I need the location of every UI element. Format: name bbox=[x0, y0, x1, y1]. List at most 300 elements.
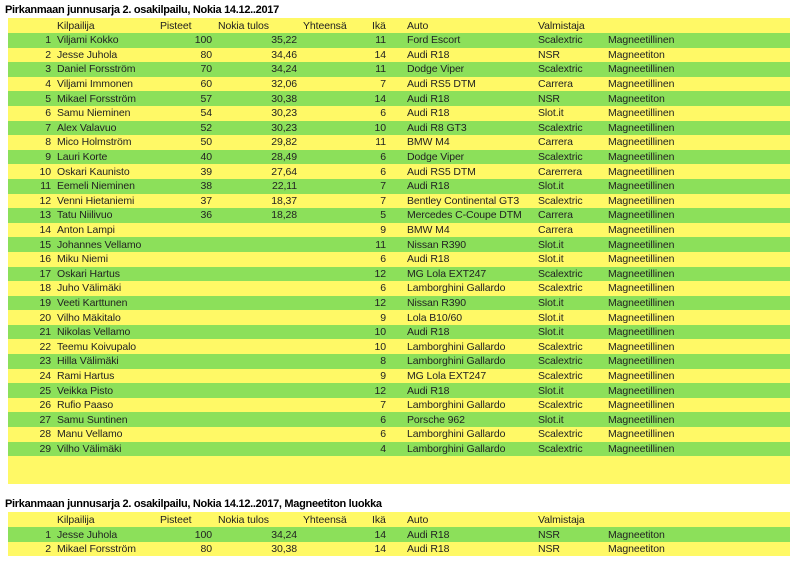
cell: Magneetiton bbox=[605, 542, 700, 557]
cell: Magneetillinen bbox=[605, 223, 700, 238]
cell: 30,23 bbox=[215, 106, 300, 121]
cell bbox=[157, 252, 215, 267]
cell bbox=[157, 237, 215, 252]
cell: Daniel Forsström bbox=[54, 62, 157, 77]
cell: BMW M4 bbox=[404, 135, 535, 150]
cell: Audi R18 bbox=[404, 527, 535, 542]
cell bbox=[300, 412, 369, 427]
cell: Porsche 962 bbox=[404, 412, 535, 427]
cell: 14 bbox=[369, 48, 389, 63]
cell: 2 bbox=[8, 542, 54, 557]
cell bbox=[215, 412, 300, 427]
cell: Scalextric bbox=[535, 339, 605, 354]
cell bbox=[157, 369, 215, 384]
cell bbox=[300, 135, 369, 150]
cell: 14 bbox=[369, 91, 389, 106]
cell: Slot.it bbox=[535, 412, 605, 427]
cell: Scalextric bbox=[535, 354, 605, 369]
cell: Scalextric bbox=[535, 62, 605, 77]
cell: 27 bbox=[8, 412, 54, 427]
cell: 25 bbox=[8, 383, 54, 398]
cell: 1 bbox=[8, 33, 54, 48]
table-row bbox=[8, 542, 790, 557]
col-header-nokia-tulos: Nokia tulos bbox=[215, 512, 300, 527]
cell bbox=[389, 398, 404, 413]
cell: 29 bbox=[8, 442, 54, 457]
cell: 32,06 bbox=[215, 77, 300, 92]
cell bbox=[700, 412, 790, 427]
cell: 36 bbox=[157, 208, 215, 223]
cell bbox=[300, 106, 369, 121]
cell bbox=[700, 48, 790, 63]
cell: Audi R18 bbox=[404, 542, 535, 557]
cell bbox=[389, 369, 404, 384]
cell: Magneetillinen bbox=[605, 237, 700, 252]
cell: 2 bbox=[8, 48, 54, 63]
cell bbox=[700, 310, 790, 325]
cell: Audi RS5 DTM bbox=[404, 77, 535, 92]
table-row bbox=[8, 325, 790, 340]
cell: 18,37 bbox=[215, 194, 300, 209]
cell: Magneetillinen bbox=[605, 135, 700, 150]
cell bbox=[389, 281, 404, 296]
cell bbox=[389, 33, 404, 48]
cell bbox=[157, 281, 215, 296]
cell: 4 bbox=[8, 77, 54, 92]
cell: Scalextric bbox=[535, 281, 605, 296]
cell: 70 bbox=[157, 62, 215, 77]
cell: 21 bbox=[8, 325, 54, 340]
cell bbox=[389, 542, 404, 557]
cell bbox=[389, 252, 404, 267]
cell: Nissan R390 bbox=[404, 296, 535, 311]
cell: Magneetillinen bbox=[605, 208, 700, 223]
cell bbox=[389, 442, 404, 457]
cell: Vilho Mäkitalo bbox=[54, 310, 157, 325]
cell bbox=[389, 91, 404, 106]
cell bbox=[300, 121, 369, 136]
cell bbox=[215, 310, 300, 325]
cell bbox=[700, 150, 790, 165]
table-row bbox=[8, 427, 790, 442]
cell: 6 bbox=[8, 106, 54, 121]
cell: Mikael Forsström bbox=[54, 542, 157, 557]
cell bbox=[157, 223, 215, 238]
cell bbox=[300, 527, 369, 542]
table-row bbox=[8, 527, 790, 542]
cell: 35,22 bbox=[215, 33, 300, 48]
cell: Rufio Paaso bbox=[54, 398, 157, 413]
cell: 30,38 bbox=[215, 542, 300, 557]
cell bbox=[300, 179, 369, 194]
col-header-auto: Auto bbox=[404, 512, 535, 527]
table-row bbox=[8, 369, 790, 384]
cell: 9 bbox=[369, 223, 389, 238]
cell: 9 bbox=[369, 310, 389, 325]
cell: Magneetillinen bbox=[605, 325, 700, 340]
cell: 11 bbox=[8, 179, 54, 194]
cell bbox=[300, 194, 369, 209]
cell: 12 bbox=[369, 267, 389, 282]
cell: Scalextric bbox=[535, 427, 605, 442]
cell: Scalextric bbox=[535, 267, 605, 282]
cell bbox=[215, 267, 300, 282]
cell: 34,24 bbox=[215, 527, 300, 542]
col-header-empty bbox=[8, 18, 54, 33]
cell: 5 bbox=[8, 91, 54, 106]
cell bbox=[300, 267, 369, 282]
table-row bbox=[8, 383, 790, 398]
table-row bbox=[8, 150, 790, 165]
cell: Oskari Hartus bbox=[54, 267, 157, 282]
cell: 15 bbox=[8, 237, 54, 252]
table-row bbox=[8, 412, 790, 427]
cell: Magneetillinen bbox=[605, 77, 700, 92]
cell bbox=[300, 339, 369, 354]
col-header-kilpailija: Kilpailija bbox=[54, 18, 157, 33]
cell bbox=[157, 339, 215, 354]
cell: 13 bbox=[8, 208, 54, 223]
cell bbox=[157, 398, 215, 413]
cell: Scalextric bbox=[535, 150, 605, 165]
table-row bbox=[8, 252, 790, 267]
col-header-empty bbox=[8, 512, 54, 527]
cell bbox=[700, 164, 790, 179]
cell: Slot.it bbox=[535, 179, 605, 194]
cell bbox=[300, 48, 369, 63]
table-row bbox=[8, 77, 790, 92]
col-header-yhteens-: Yhteensä bbox=[300, 18, 369, 33]
table-row bbox=[8, 33, 790, 48]
cell bbox=[215, 252, 300, 267]
cell: Magneetillinen bbox=[605, 194, 700, 209]
cell bbox=[157, 310, 215, 325]
cell: 18 bbox=[8, 281, 54, 296]
cell: 6 bbox=[369, 106, 389, 121]
cell: Audi R18 bbox=[404, 91, 535, 106]
cell: 12 bbox=[369, 383, 389, 398]
cell: Lamborghini Gallardo bbox=[404, 442, 535, 457]
cell: Samu Suntinen bbox=[54, 412, 157, 427]
cell bbox=[300, 369, 369, 384]
cell: Magneetillinen bbox=[605, 179, 700, 194]
cell bbox=[215, 369, 300, 384]
cell: 27,64 bbox=[215, 164, 300, 179]
cell: MG Lola EXT247 bbox=[404, 369, 535, 384]
main-table-title: Pirkanmaan junnusarja 2. osakilpailu, Nokia 14.12..2017 bbox=[5, 4, 279, 16]
table-row bbox=[8, 442, 790, 457]
cell: 50 bbox=[157, 135, 215, 150]
cell: Oskari Kaunisto bbox=[54, 164, 157, 179]
cell: Magneetillinen bbox=[605, 281, 700, 296]
cell: 11 bbox=[369, 62, 389, 77]
cell: 20 bbox=[8, 310, 54, 325]
cell: 11 bbox=[369, 33, 389, 48]
table-row bbox=[8, 310, 790, 325]
cell bbox=[300, 252, 369, 267]
col-header-valmistaja: Valmistaja bbox=[535, 512, 605, 527]
table-row bbox=[8, 223, 790, 238]
cell: Lamborghini Gallardo bbox=[404, 281, 535, 296]
cell bbox=[389, 310, 404, 325]
cell bbox=[300, 77, 369, 92]
cell bbox=[300, 310, 369, 325]
cell: 18,28 bbox=[215, 208, 300, 223]
cell: Magneetillinen bbox=[605, 150, 700, 165]
cell: 9 bbox=[369, 369, 389, 384]
cell: Slot.it bbox=[535, 252, 605, 267]
cell: Magneetillinen bbox=[605, 164, 700, 179]
cell bbox=[215, 237, 300, 252]
cell: Juho Välimäki bbox=[54, 281, 157, 296]
cell bbox=[300, 33, 369, 48]
cell bbox=[389, 48, 404, 63]
cell bbox=[215, 325, 300, 340]
cell bbox=[389, 150, 404, 165]
cell: 10 bbox=[369, 121, 389, 136]
cell bbox=[700, 281, 790, 296]
cell bbox=[300, 542, 369, 557]
table-row bbox=[8, 62, 790, 77]
cell bbox=[700, 296, 790, 311]
cell: 9 bbox=[8, 150, 54, 165]
cell: Magneetillinen bbox=[605, 33, 700, 48]
cell: Hilla Välimäki bbox=[54, 354, 157, 369]
cell: 7 bbox=[369, 398, 389, 413]
cell: Johannes Vellamo bbox=[54, 237, 157, 252]
cell: 29,82 bbox=[215, 135, 300, 150]
cell: Scalextric bbox=[535, 442, 605, 457]
cell: Audi R18 bbox=[404, 325, 535, 340]
col-header-valmistaja: Valmistaja bbox=[535, 18, 605, 33]
table-row bbox=[8, 354, 790, 369]
cell bbox=[300, 62, 369, 77]
cell bbox=[300, 398, 369, 413]
cell: 6 bbox=[369, 252, 389, 267]
cell bbox=[300, 281, 369, 296]
cell: Magneetillinen bbox=[605, 369, 700, 384]
header-row bbox=[8, 512, 790, 527]
cell: 8 bbox=[8, 135, 54, 150]
cell bbox=[700, 223, 790, 238]
cell: Scalextric bbox=[535, 33, 605, 48]
cell: 7 bbox=[369, 77, 389, 92]
cell: Magneetillinen bbox=[605, 398, 700, 413]
cell: Viljami Immonen bbox=[54, 77, 157, 92]
col-header-kilpailija: Kilpailija bbox=[54, 512, 157, 527]
cell bbox=[389, 62, 404, 77]
cell: Magneetillinen bbox=[605, 106, 700, 121]
cell: Nikolas Vellamo bbox=[54, 325, 157, 340]
cell bbox=[300, 208, 369, 223]
cell: 12 bbox=[8, 194, 54, 209]
cell: Lauri Korte bbox=[54, 150, 157, 165]
cell bbox=[389, 296, 404, 311]
cell bbox=[700, 354, 790, 369]
cell: Slot.it bbox=[535, 383, 605, 398]
cell bbox=[300, 237, 369, 252]
cell bbox=[300, 91, 369, 106]
cell: 22 bbox=[8, 339, 54, 354]
cell: 38 bbox=[157, 179, 215, 194]
cell bbox=[389, 339, 404, 354]
cell: 23 bbox=[8, 354, 54, 369]
cell bbox=[300, 164, 369, 179]
cell: Dodge Viper bbox=[404, 150, 535, 165]
cell: Slot.it bbox=[535, 325, 605, 340]
cell: Audi R18 bbox=[404, 48, 535, 63]
cell: 7 bbox=[369, 179, 389, 194]
cell: NSR bbox=[535, 527, 605, 542]
table-row bbox=[8, 339, 790, 354]
cell bbox=[389, 267, 404, 282]
cell: 40 bbox=[157, 150, 215, 165]
col-header-nokia-tulos: Nokia tulos bbox=[215, 18, 300, 33]
cell bbox=[300, 325, 369, 340]
cell: 30,23 bbox=[215, 121, 300, 136]
cell bbox=[157, 383, 215, 398]
cell: Venni Hietaniemi bbox=[54, 194, 157, 209]
cell: 6 bbox=[369, 150, 389, 165]
cell: Magneetillinen bbox=[605, 62, 700, 77]
cell: 3 bbox=[8, 62, 54, 77]
cell: Carrera bbox=[535, 223, 605, 238]
cell bbox=[389, 427, 404, 442]
cell: 10 bbox=[369, 325, 389, 340]
cell bbox=[215, 398, 300, 413]
cell bbox=[300, 383, 369, 398]
table-row bbox=[8, 296, 790, 311]
cell: Jesse Juhola bbox=[54, 527, 157, 542]
results-table-main bbox=[8, 18, 790, 456]
cell: Lamborghini Gallardo bbox=[404, 398, 535, 413]
cell: 14 bbox=[8, 223, 54, 238]
cell: 80 bbox=[157, 542, 215, 557]
cell: Lamborghini Gallardo bbox=[404, 339, 535, 354]
cell: Magneetiton bbox=[605, 527, 700, 542]
cell bbox=[700, 542, 790, 557]
col-header-yhteens-: Yhteensä bbox=[300, 512, 369, 527]
table-row bbox=[8, 121, 790, 136]
cell bbox=[215, 281, 300, 296]
col-header-ik-: Ikä bbox=[369, 18, 389, 33]
cell: Carrera bbox=[535, 77, 605, 92]
col-header-empty bbox=[700, 512, 790, 527]
cell bbox=[700, 383, 790, 398]
cell bbox=[157, 325, 215, 340]
cell: Magneetillinen bbox=[605, 121, 700, 136]
col-header-empty bbox=[389, 512, 404, 527]
cell: Mercedes C-Coupe DTM bbox=[404, 208, 535, 223]
magneetiton-table-title: Pirkanmaan junnusarja 2. osakilpailu, Nokia 14.12..2017, Magneetiton luokka bbox=[5, 498, 382, 511]
cell bbox=[389, 77, 404, 92]
cell bbox=[157, 427, 215, 442]
cell bbox=[389, 135, 404, 150]
cell bbox=[389, 412, 404, 427]
cell bbox=[700, 237, 790, 252]
cell bbox=[700, 398, 790, 413]
cell bbox=[700, 527, 790, 542]
cell: Anton Lampi bbox=[54, 223, 157, 238]
cell bbox=[389, 164, 404, 179]
cell: 17 bbox=[8, 267, 54, 282]
cell: Magneetillinen bbox=[605, 339, 700, 354]
cell: 22,11 bbox=[215, 179, 300, 194]
cell bbox=[157, 267, 215, 282]
cell bbox=[300, 442, 369, 457]
table-row bbox=[8, 208, 790, 223]
cell: Veeti Karttunen bbox=[54, 296, 157, 311]
cell: Scalextric bbox=[535, 121, 605, 136]
cell bbox=[389, 354, 404, 369]
cell: Veikka Pisto bbox=[54, 383, 157, 398]
table-row bbox=[8, 281, 790, 296]
cell: Rami Hartus bbox=[54, 369, 157, 384]
cell: Audi R18 bbox=[404, 252, 535, 267]
cell: 54 bbox=[157, 106, 215, 121]
cell: Carrera bbox=[535, 208, 605, 223]
cell: NSR bbox=[535, 48, 605, 63]
cell: 28,49 bbox=[215, 150, 300, 165]
cell: Magneetiton bbox=[605, 91, 700, 106]
cell: 28 bbox=[8, 427, 54, 442]
cell: 52 bbox=[157, 121, 215, 136]
cell: Teemu Koivupalo bbox=[54, 339, 157, 354]
table-row bbox=[8, 106, 790, 121]
cell: Lola B10/60 bbox=[404, 310, 535, 325]
cell: 100 bbox=[157, 527, 215, 542]
cell bbox=[389, 325, 404, 340]
cell bbox=[157, 442, 215, 457]
cell: Slot.it bbox=[535, 296, 605, 311]
cell bbox=[700, 135, 790, 150]
cell: Lamborghini Gallardo bbox=[404, 354, 535, 369]
cell: 14 bbox=[369, 542, 389, 557]
cell: Magneetillinen bbox=[605, 296, 700, 311]
cell: Manu Vellamo bbox=[54, 427, 157, 442]
cell: Audi R18 bbox=[404, 383, 535, 398]
cell: 34,46 bbox=[215, 48, 300, 63]
cell: 11 bbox=[369, 135, 389, 150]
cell: 100 bbox=[157, 33, 215, 48]
cell: Bentley Continental GT3 bbox=[404, 194, 535, 209]
cell bbox=[700, 267, 790, 282]
col-header-empty bbox=[700, 18, 790, 33]
col-header-ik-: Ikä bbox=[369, 512, 389, 527]
cell bbox=[389, 527, 404, 542]
cell: Scalextric bbox=[535, 398, 605, 413]
cell: Lamborghini Gallardo bbox=[404, 427, 535, 442]
col-header-empty bbox=[389, 18, 404, 33]
cell bbox=[300, 150, 369, 165]
col-header-empty bbox=[605, 512, 700, 527]
cell: 37 bbox=[157, 194, 215, 209]
cell bbox=[700, 427, 790, 442]
cell: 34,24 bbox=[215, 62, 300, 77]
cell bbox=[700, 179, 790, 194]
cell: Magneetillinen bbox=[605, 383, 700, 398]
cell bbox=[700, 33, 790, 48]
cell bbox=[389, 194, 404, 209]
cell: 80 bbox=[157, 48, 215, 63]
cell bbox=[157, 296, 215, 311]
cell: 6 bbox=[369, 412, 389, 427]
cell: Magneetillinen bbox=[605, 427, 700, 442]
cell: 8 bbox=[369, 354, 389, 369]
table-row bbox=[8, 179, 790, 194]
cell: Audi RS5 DTM bbox=[404, 164, 535, 179]
col-header-pisteet: Pisteet bbox=[157, 18, 215, 33]
